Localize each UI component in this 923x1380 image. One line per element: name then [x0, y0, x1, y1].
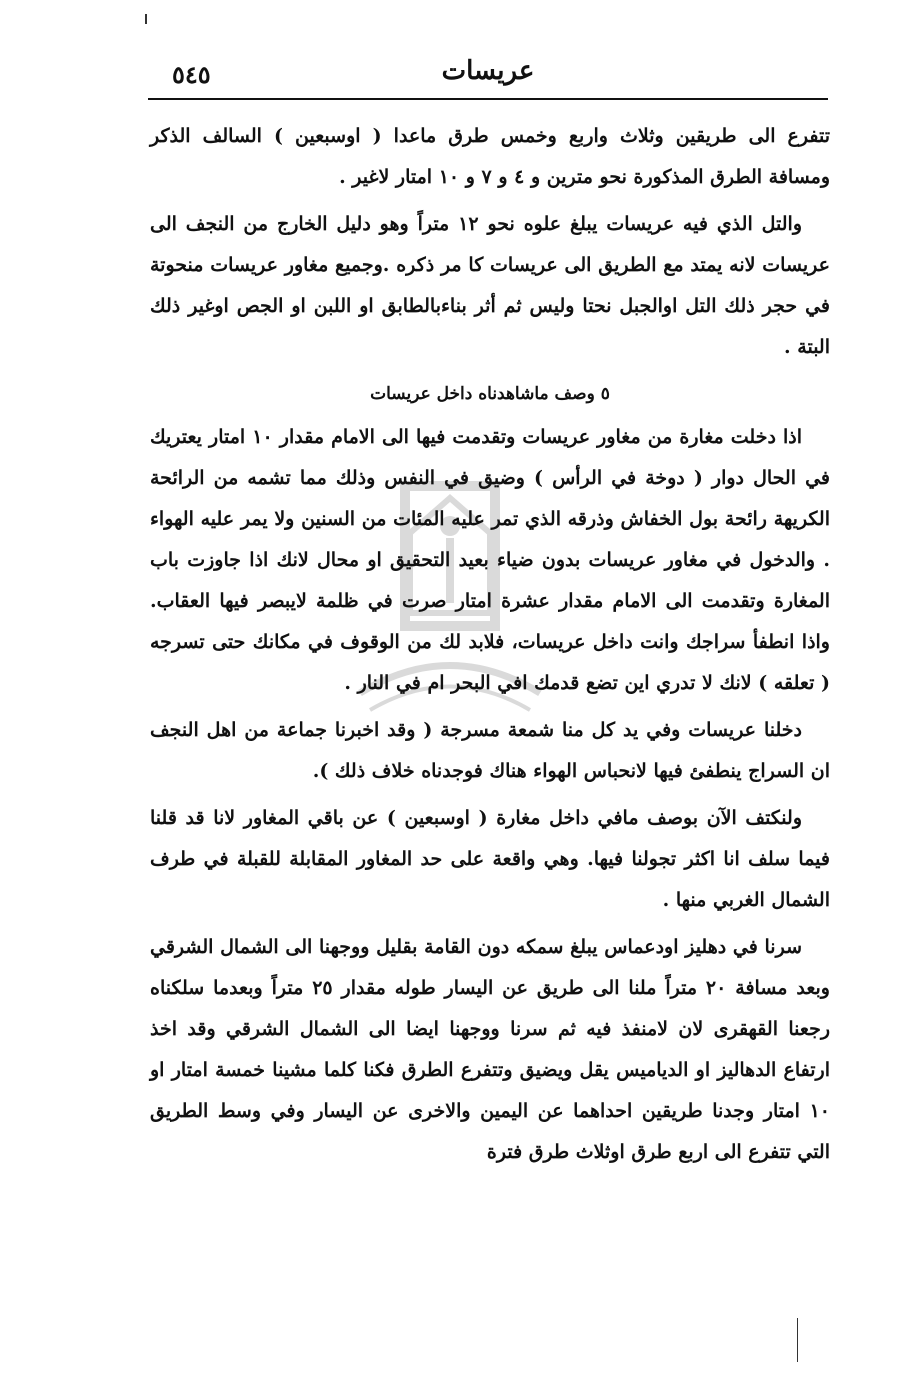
- page-header: [148, 56, 828, 96]
- page-number: ٥٤٥: [172, 60, 211, 89]
- paragraph: دخلنا عريسات وفي يد كل منا شمعة مسرجة ( وقد اخبرنا جماعة من اهل النجف ان السراج ينطفئ فيها لانحباس الهواء هناك فوجدناه خلاف ذلك ).: [150, 719, 830, 782]
- section-heading: ٥ وصف ماشاهدناه داخل عريسات: [370, 384, 610, 404]
- scan-mark-bottom: [797, 1318, 798, 1362]
- paragraph: ولنكتف الآن بوصف مافي داخل مغارة ( اوسبعين ) عن باقي المغاور لانا قد قلنا فيما سلف انا اكثر تجولنا فيها. وهي واقعة على حد المغاور المقابلة للقبلة في طرف الشمال الغربي منها .: [150, 807, 830, 911]
- paragraph: سرنا في دهليز اودعماس يبلغ سمكه دون القامة بقليل ووجهنا الى الشمال الشرقي وبعد مسافة ٢٠ متراً ملنا الى طريق عن اليسار طوله مقدار ٢٥ متراً وبعدما سلكناه رجعنا القهقرى لان لامنفذ فيه ثم سرنا ووجهنا ايضا الى الشمال الشرقي وقد اخذ ارتفاع الدهاليز او الدياميس يقل ويضيق وتتفرع الطرق فكنا كلما مشينا خمسة امتار او ١٠ امتار وجدنا طريقين احداهما عن اليمين والاخرى عن اليسار وفي وسط الطريق التي تتفرع الى اربع طرق اوثلاث طرق فترة: [150, 936, 830, 1163]
- header-rule: [148, 98, 828, 100]
- paragraph: اذا دخلت مغارة من مغاور عريسات وتقدمت فيها الى الامام مقدار ١٠ امتار يعتريك في الحال دوار ( دوخة في الرأس ) وضيق في النفس وذلك مما تشمه من الرائحة الكريهة رائحة بول الخفاش وذرقه الذي تمر عليه المئات من السنين ولا يمر عليه الهواء . والدخول في مغاور عريسات بدون ضياء بعيد التحقيق او محال لانك اذا جاوزت باب المغارة وتقدمت الى الامام مقدار عشرة امتار صرت في ظلمة لايبصر فيها العقاب. واذا انطفأ سراجك وانت داخل عريسات، فلابد لك من الوقوف في مكانك حتى تسرجه ( تعلقه ) لانك لا تدري اين تضع قدمك افي البحر ام في النار .: [150, 426, 830, 694]
- body-text: [150, 116, 830, 1179]
- scan-mark-top: [145, 14, 147, 24]
- paragraph: والتل الذي فيه عريسات يبلغ علوه نحو ١٢ متراً وهو دليل الخارج من النجف الى عريسات لانه يمتد مع الطريق الى عريسات كا مر ذكره .وجميع مغاور عريسات منحوتة في حجر ذلك التل اوالجبل نحتا وليس ثم أثر بناءبالطابق او اللبن او الجص اوغير ذلك البتة .: [150, 213, 830, 358]
- paragraph: تتفرع الى طريقين وثلاث واربع وخمس طرق ماعدا ( اوسبعين ) السالف الذكر ومسافة الطرق المذكورة نحو مترين و ٤ و ٧ و ١٠ امتار لاغير .: [150, 125, 830, 188]
- running-title: عريسات: [441, 56, 535, 86]
